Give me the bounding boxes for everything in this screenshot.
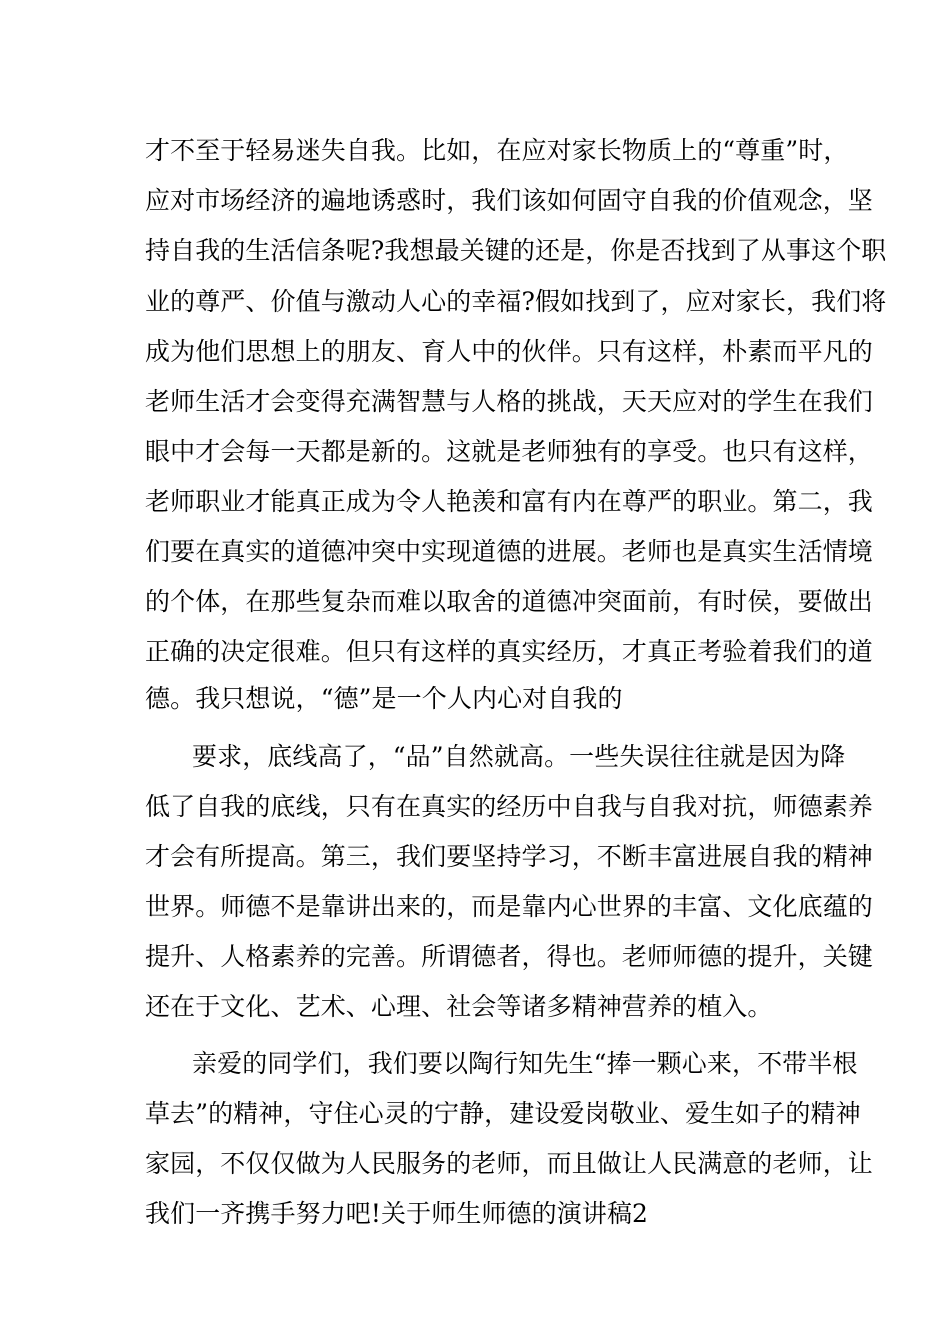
text-line: 老师生活才会变得充满智慧与人格的挑战，天天应对的学生在我们 [145,387,873,416]
text-line: 提升、人格素养的完善。所谓德者，得也。老师师德的提升，关键 [145,942,873,971]
text-line: 低了自我的底线，只有在真实的经历中自我与自我对抗，师德素养 [145,792,873,821]
text-line: 持自我的生活信条呢?我想最关键的还是，你是否找到了从事这个职 [145,236,887,265]
text-line: 世界。师德不是靠讲出来的，而是靠内心世界的丰富、文化底蕴的 [145,892,873,921]
text-line: 成为他们思想上的朋友、育人中的伙伴。只有这样，朴素而平凡的 [145,337,873,366]
text-line: 要求，底线高了，“品”自然就高。一些失误往往就是因为降 [192,742,846,771]
text-line: 们要在真实的道德冲突中实现道德的进展。老师也是真实生活情境 [145,537,873,566]
text-line: 应对市场经济的遍地诱惑时，我们该如何固守自我的价值观念，坚 [145,186,873,215]
text-line: 我们一齐携手努力吧!关于师生师德的演讲稿2 [145,1199,649,1228]
text-line: 亲爱的同学们，我们要以陶行知先生“捧一颗心来，不带半根 [192,1049,858,1078]
text-line: 才会有所提高。第三，我们要坚持学习，不断丰富进展自我的精神 [145,842,873,871]
text-line: 草去”的精神，守住心灵的宁静，建设爱岗敬业、爱生如子的精神 [145,1099,861,1128]
text-line: 家园，不仅仅做为人民服务的老师，而且做让人民满意的老师，让 [145,1149,873,1178]
text-line: 眼中才会每一天都是新的。这就是老师独有的享受。也只有这样， [145,437,873,466]
text-line: 的个体，在那些复杂而难以取舍的道德冲突面前，有时侯，要做出 [145,587,873,616]
text-line: 正确的决定很难。但只有这样的真实经历，才真正考验着我们的道 [145,637,873,666]
text-line: 德。我只想说，“德”是一个人内心对自我的 [145,684,623,713]
text-line: 才不至于轻易迷失自我。比如，在应对家长物质上的“尊重”时， [145,136,849,165]
text-line: 老师职业才能真正成为令人艳羡和富有内在尊严的职业。第二，我 [145,487,873,516]
text-line: 业的尊严、价值与激动人心的幸福?假如找到了，应对家长，我们将 [145,287,887,316]
text-line: 还在于文化、艺术、心理、社会等诸多精神营养的植入。 [145,992,773,1021]
